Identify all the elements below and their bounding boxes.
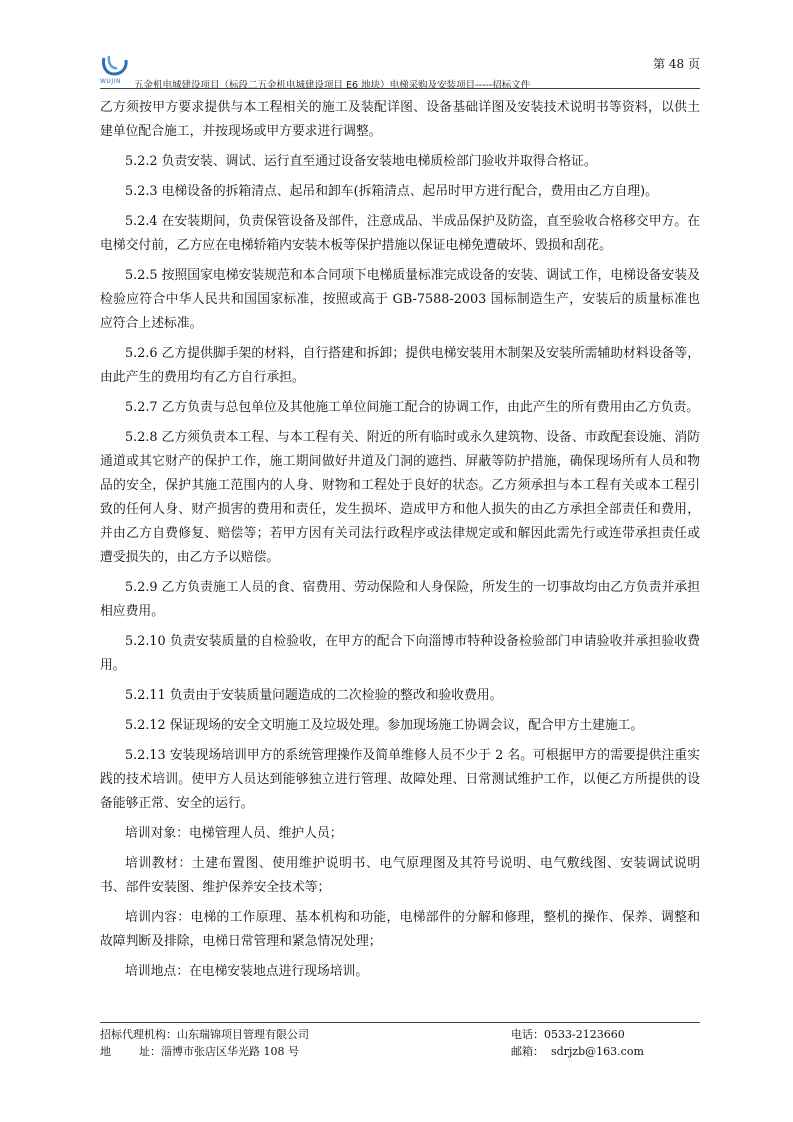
body-paragraph: 5.2.8 乙方须负责本工程、与本工程有关、附近的所有临时或永久建筑物、设备、市政配套设施、消防通道或其它财产的保护工作，施工期间做好井道及门洞的遮挡、屏蔽等防护措施，确保现场所有人员和物品的安全，保护其施工范围内的人身、财物和工程处于良好的状态。乙方须承担与本工程有关或本工程引致的任何人身、财产损害的费用和责任，发生损坏、造成甲方和他人损失的由乙方承担全部责任和费用，并由乙方自费修复、赔偿等；若甲方因有关司法行政程序或法律规定或和解因此需先行或连带承担责任或遭受损失的，由乙方予以赔偿。 (100, 430, 700, 565)
agency-label: 招标代理机构：山东瑞锦项目管理有限公司 (100, 1028, 309, 1041)
body-paragraph: 培训对象：电梯管理人员、维护人员； (125, 826, 343, 841)
body-paragraph: 5.2.9 乙方负责施工人员的食、宿费用、劳动保险和人身保险，所发生的一切事故均由乙方负责并承担相应费用。 (100, 580, 700, 619)
body-paragraph: 5.2.2 负责安装、调试、运行直至通过设备安装地电梯质检部门验收并取得合格证。 (125, 154, 597, 169)
footer-rule (100, 1022, 700, 1023)
logo-text: WUJIN (100, 78, 121, 85)
body-paragraph: 5.2.4 在安装期间，负责保管设备及部件，注意成品、半成品保护及防盗，直至验收合格移交甲方。在电梯交付前，乙方应在电梯轿箱内安装木板等保护措施以保证电梯免遭破坏、毁损和刮花。 (100, 214, 700, 253)
document-body (100, 96, 700, 990)
page-footer (100, 1026, 700, 1060)
company-logo-icon (100, 52, 130, 80)
page-number: 第 48 页 (653, 57, 700, 71)
email-label: 邮箱： sdrjzb@163.com (511, 1045, 644, 1058)
body-paragraph: 培训内容：电梯的工作原理、基本机构和功能，电梯部件的分解和修理，整机的操作、保养、调整和故障判断及排除，电梯日常管理和紧急情况处理； (100, 910, 700, 949)
body-paragraph: 5.2.6 乙方提供脚手架的材料，自行搭建和拆卸；提供电梯安装用木制架及安装所需辅助材料设备等，由此产生的费用均有乙方自行承担。 (100, 346, 700, 385)
body-paragraph: 5.2.12 保证现场的安全文明施工及垃圾处理。参加现场施工协调会议，配合甲方土建施工。 (125, 718, 644, 733)
body-paragraph: 5.2.3 电梯设备的拆箱清点、起吊和卸车(拆箱清点、起吊时甲方进行配合，费用由乙方自理)。 (125, 184, 658, 199)
header-rule (100, 88, 700, 89)
body-paragraph: 5.2.11 负责由于安装质量问题造成的二次检验的整改和验收费用。 (125, 688, 503, 703)
body-paragraph: 5.2.10 负责安装质量的自检验收，在甲方的配合下向淄博市特种设备检验部门申请验收并承担验收费用。 (100, 634, 700, 673)
address-label: 地 址：淄博市张店区华光路 108 号 (100, 1045, 299, 1058)
project-title: 五金机电城建设项目（标段二五金机电城建设项目 E6 地块）电梯采购及安装项目-----招标文件 (134, 80, 531, 91)
body-paragraph: 5.2.5 按照国家电梯安装规范和本合同项下电梯质量标准完成设备的安装、调试工作，电梯设备安装及检验应符合中华人民共和国国家标准，按照或高于 GB-7588-2003 国标制造生产，安装后的质量标准也应符合上述标准。 (100, 268, 700, 331)
body-paragraph: 培训地点：在电梯安装地点进行现场培训。 (125, 964, 369, 979)
body-paragraph: 乙方须按甲方要求提供与本工程相关的施工及装配详图、设备基础详图及安装技术说明书等资料，以供土建单位配合施工，并按现场或甲方要求进行调整。 (100, 100, 700, 139)
phone-label: 电话：0533-2123660 (511, 1028, 625, 1041)
body-paragraph: 5.2.7 乙方负责与总包单位及其他施工单位间施工配合的协调工作，由此产生的所有费用由乙方负责。 (125, 400, 700, 415)
body-paragraph: 培训教材：土建布置图、使用维护说明书、电气原理图及其符号说明、电气敷线图、安装调试说明书、部件安装图、维护保养安全技术等； (100, 856, 700, 895)
page-header (100, 52, 700, 92)
body-paragraph: 5.2.13 安装现场培训甲方的系统管理操作及简单维修人员不少于 2 名。可根据甲方的需要提供注重实践的技术培训。使甲方人员达到能够独立进行管理、故障处理、日常测试维护工作，以便乙方所提供的设备能够正常、安全的运行。 (100, 748, 700, 811)
